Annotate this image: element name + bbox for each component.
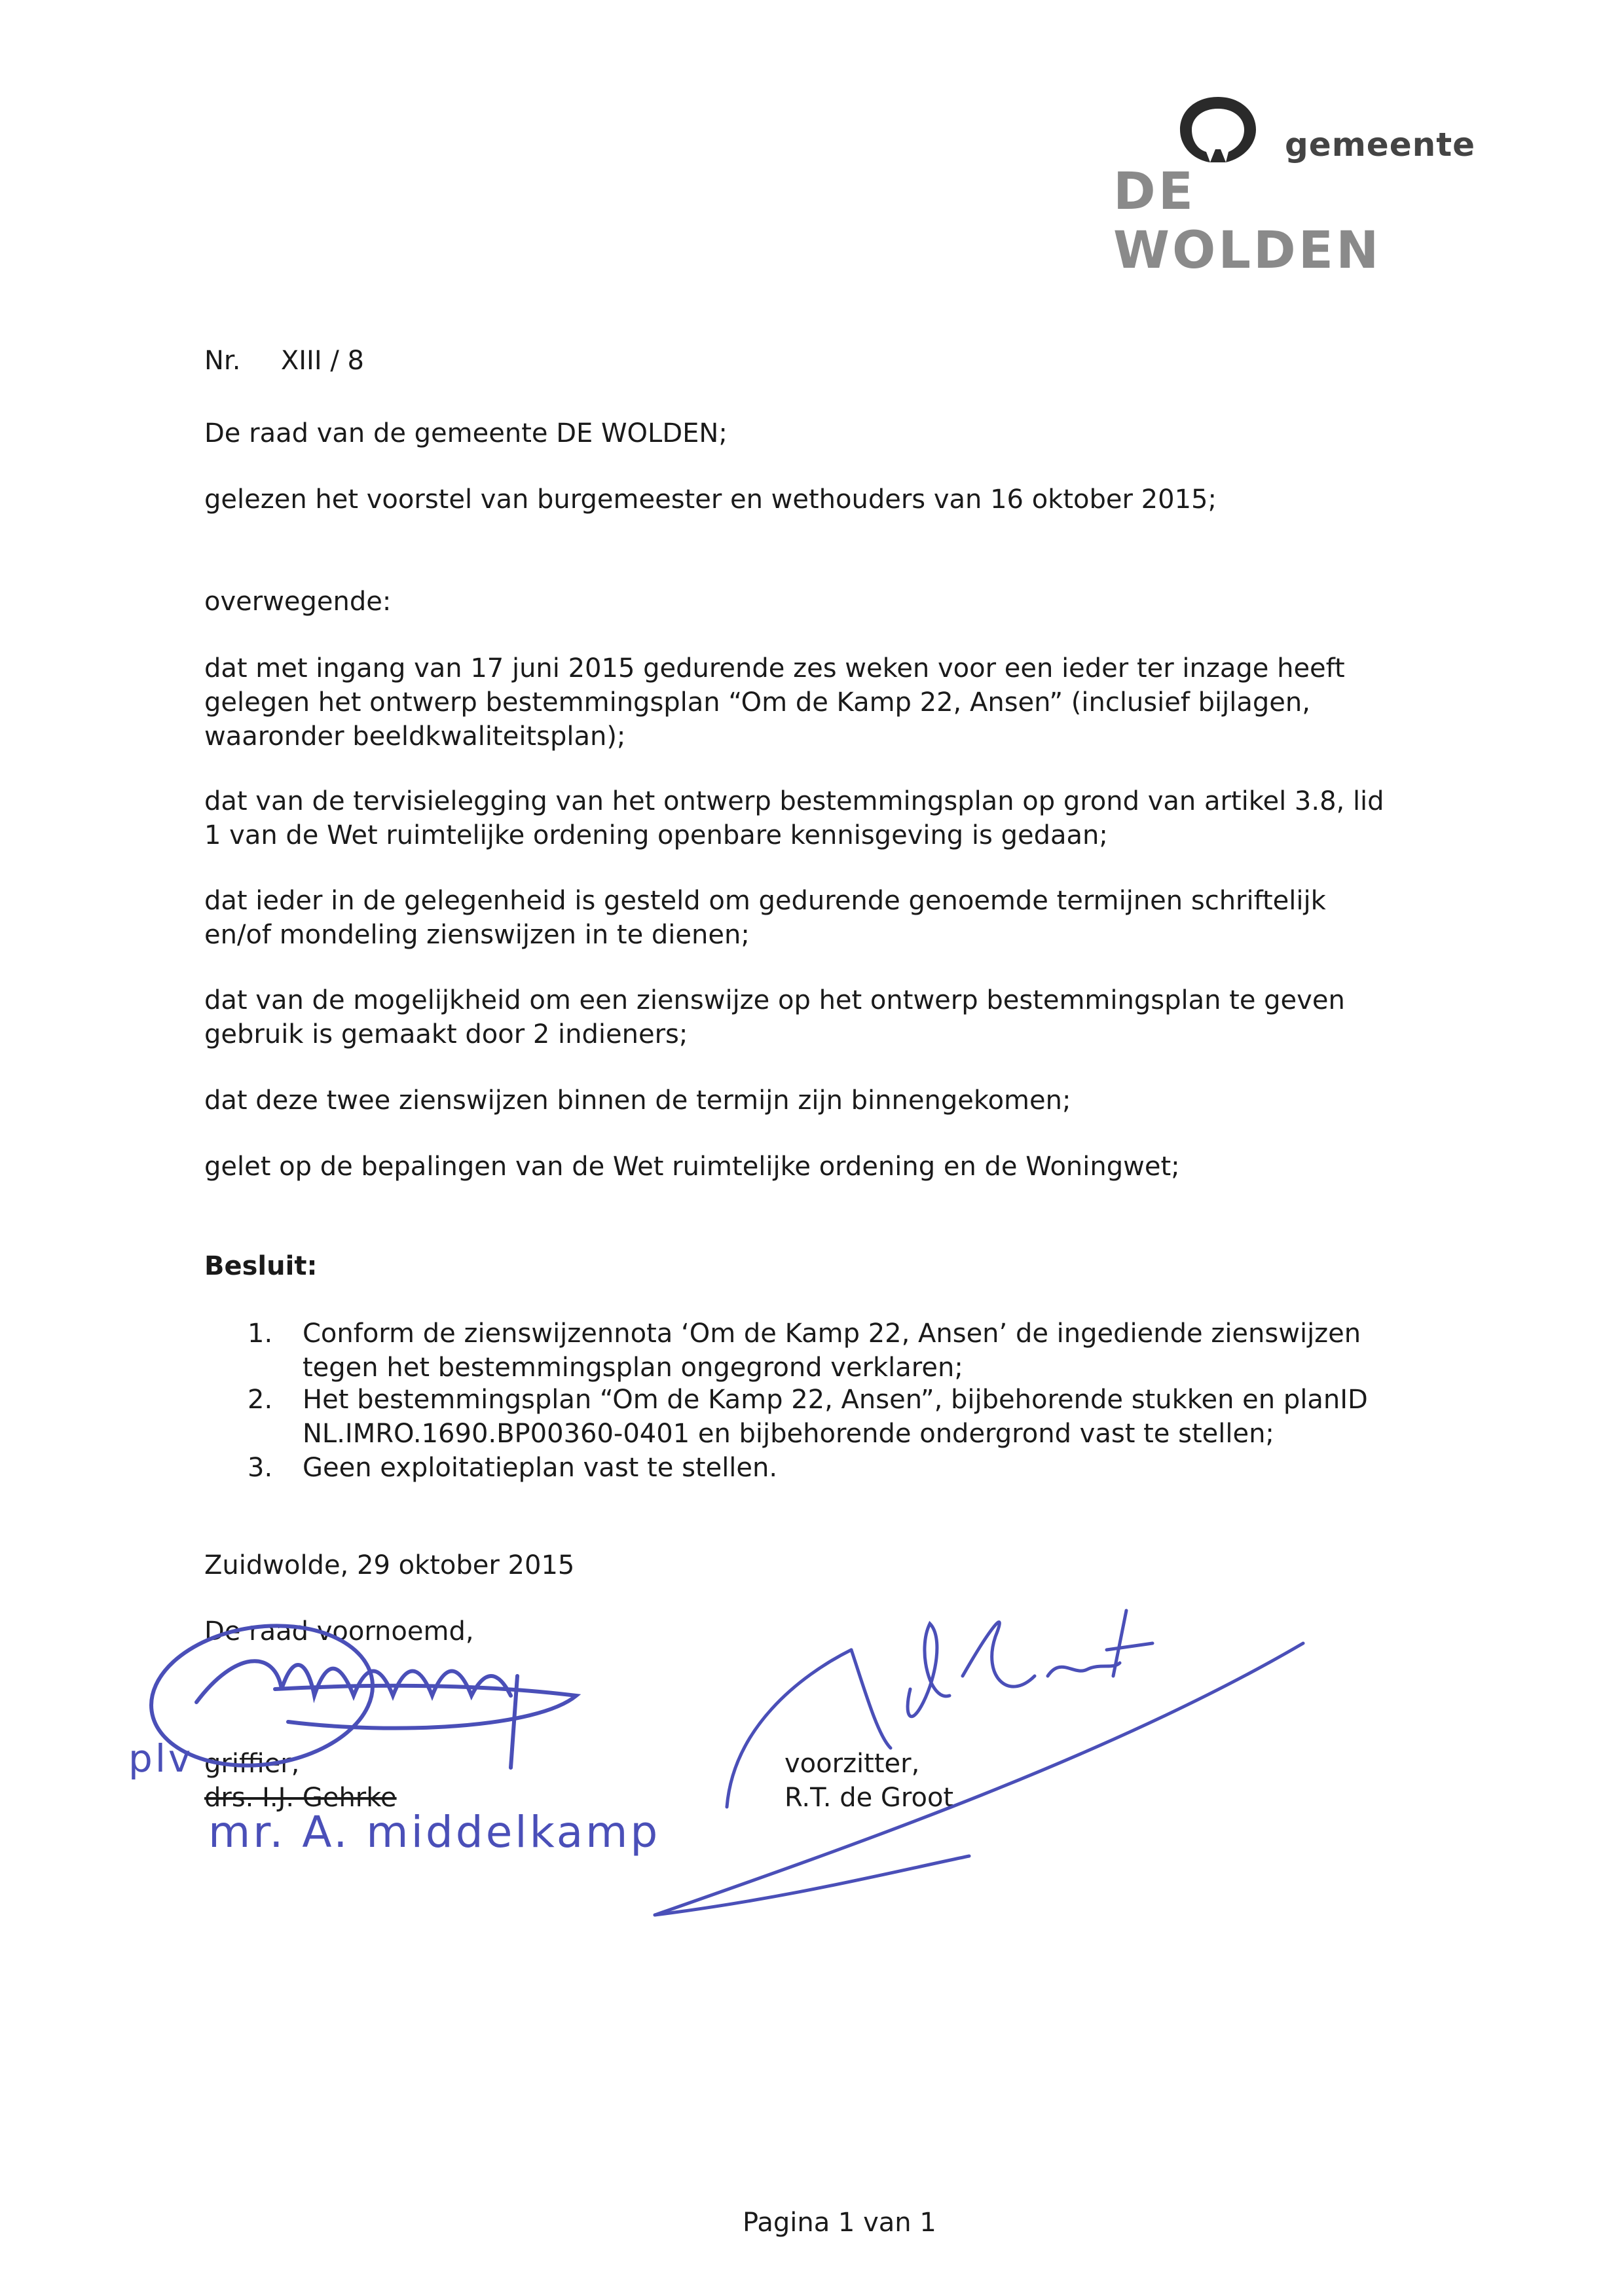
decision-1-line-1: Conform de zienswijzennota ‘Om de Kamp 22, Ansen’ de ingediende zienswijzen [303,1319,1361,1349]
municipality-logo [1113,92,1476,280]
voorzitter-signature [655,1611,1303,1915]
consideration-2-line-2: 1 van de Wet ruimtelijke ordening openbare kennisgeving is gedaan; [204,820,1108,850]
replacement-name-handwritten: mr. A. middelkamp [208,1807,661,1857]
griffier-name: drs. I.J. Gehrke [204,1783,397,1813]
griffier-label: griffier, [204,1749,300,1779]
decision-2-number: 2. [248,1385,273,1415]
raad-voornoemd: De raad voornoemd, [204,1616,474,1647]
nr-value: XIII / 8 [280,346,365,376]
page-footer: Pagina 1 van 1 [743,2208,936,2238]
decision-3-line-1: Geen exploitatieplan vast te stellen. [303,1453,778,1483]
voorzitter-label: voorzitter, [784,1749,920,1779]
overwegende-heading: overwegende: [204,587,392,617]
raad-line: De raad van de gemeente DE WOLDEN; [204,418,728,448]
consideration-4-line-2: gebruik is gemaakt door 2 indieners; [204,1019,688,1049]
logo-emblem-icon [1172,92,1264,170]
consideration-6: gelet op de bepalingen van de Wet ruimtelijke ordening en de Woningwet; [204,1152,1180,1182]
consideration-2-line-1: dat van de tervisielegging van het ontwerp bestemmingsplan op grond van artikel 3.8, lid [204,786,1384,816]
decision-1-line-2: tegen het bestemmingsplan ongegrond verklaren; [303,1353,963,1383]
gelezen-line: gelezen het voorstel van burgemeester en wethouders van 16 oktober 2015; [204,484,1217,515]
consideration-3-line-1: dat ieder in de gelegenheid is gesteld om gedurende genoemde termijnen schriftelijk [204,886,1326,916]
document-number [204,344,364,378]
plv-annotation: plv [128,1736,194,1781]
decision-2-line-1: Het bestemmingsplan “Om de Kamp 22, Ansen”, bijbehorende stukken en planID [303,1385,1368,1415]
consideration-5: dat deze twee zienswijzen binnen de termijn zijn binnengekomen; [204,1085,1071,1116]
place-date: Zuidwolde, 29 oktober 2015 [204,1550,575,1580]
consideration-1-line-1: dat met ingang van 17 juni 2015 gedurende zes weken voor een ieder ter inzage heeft [204,653,1345,683]
besluit-heading: Besluit: [204,1251,318,1281]
nr-label: Nr. [204,346,241,376]
consideration-4-line-1: dat van de mogelijkheid om een zienswijze op het ontwerp bestemmingsplan te geven [204,985,1345,1015]
consideration-1-line-3: waaronder beeldkwaliteitsplan); [204,721,626,752]
voorzitter-name: R.T. de Groot [784,1783,954,1813]
decision-1-number: 1. [248,1319,273,1349]
decision-2-line-2: NL.IMRO.1690.BP00360-0401 en bijbehorende ondergrond vast te stellen; [303,1419,1274,1449]
consideration-3-line-2: en/of mondeling zienswijzen in te dienen; [204,920,750,950]
decision-3-number: 3. [248,1453,273,1483]
logo-word: gemeente [1285,126,1476,164]
consideration-1-line-2: gelegen het ontwerp bestemmingsplan “Om de Kamp 22, Ansen” (inclusief bijlagen, [204,687,1310,718]
logo-name: DE WOLDEN [1113,162,1382,280]
